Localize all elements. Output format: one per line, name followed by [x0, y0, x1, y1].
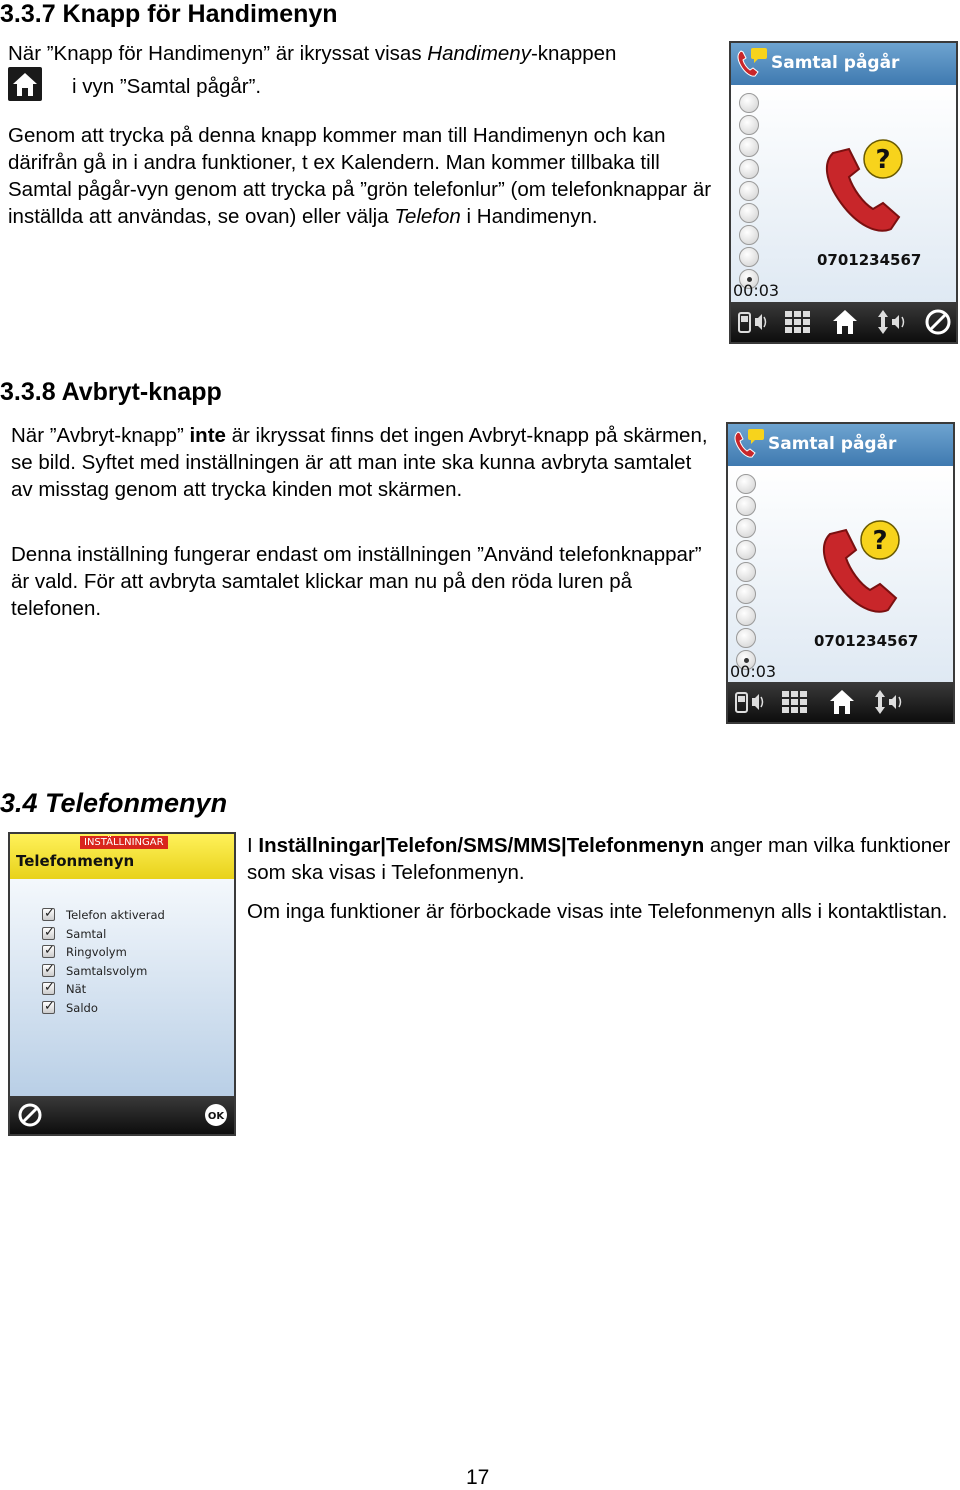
paragraph-avbryt-knapp — [11, 422, 711, 503]
checklist-label: Nät — [66, 982, 87, 997]
caller-number: 0701234567 — [817, 251, 922, 269]
volume-step[interactable] — [739, 203, 759, 223]
cancel-icon[interactable] — [924, 308, 952, 336]
unknown-caller-icon — [816, 518, 916, 618]
home-icon[interactable] — [828, 688, 856, 716]
paragraph-avbryt-note: Denna inställning fungerar endast om inställningen ”Använd telefonknappar” är vald. För att avbryta samtalet klickar man nu på den röda luren på telefonen. — [11, 543, 702, 620]
volume-step[interactable] — [736, 518, 756, 538]
call-screen-title: Samtal pågår — [771, 53, 900, 73]
text-run: När ”Avbryt-knapp” — [11, 424, 190, 447]
call-header — [731, 43, 956, 85]
text-run: i Handimenyn. — [460, 205, 598, 228]
settings-checklist — [42, 906, 165, 1018]
settings-toolbar — [10, 1096, 234, 1134]
checkbox[interactable] — [42, 945, 55, 958]
section-heading-3-3-8: 3.3.8 Avbryt-knapp — [0, 378, 222, 406]
home-icon[interactable] — [831, 308, 859, 336]
caller-number: 0701234567 — [814, 632, 919, 650]
volume-step[interactable] — [739, 93, 759, 113]
checklist-item[interactable] — [42, 999, 165, 1018]
paragraph-telefonmenyn-note: Om inga funktioner är förbockade visas inte Telefonmenyn alls i kontaktlistan. — [247, 900, 948, 923]
volume-step[interactable] — [739, 159, 759, 179]
paragraph-handimeny-details — [8, 122, 718, 230]
paragraph-telefonmenyn-intro — [247, 832, 952, 886]
text-run-italic: Handimeny — [427, 42, 531, 65]
checklist-item[interactable] — [42, 925, 165, 944]
ok-icon[interactable] — [202, 1101, 230, 1129]
section-heading-3-3-7: 3.3.7 Knapp för Handimenyn — [0, 0, 338, 28]
checkbox[interactable] — [42, 964, 55, 977]
text-run: Genom att trycka på denna knapp kommer man till Handimenyn och kan därifrån gå in i andra funktioner, t ex Kalendern. Man kommer tillbaka till Samtal pågår-vyn genom att trycka på ”grön telefonlur” (om telefonknappar är inställda att användas, se ovan) eller välja — [8, 124, 712, 228]
volume-step[interactable] — [739, 137, 759, 157]
checklist-label: Saldo — [66, 1000, 98, 1015]
svg-text:OK: OK — [207, 1111, 225, 1122]
call-header — [728, 424, 953, 466]
call-header-icon — [730, 426, 766, 462]
call-screen-title: Samtal pågår — [768, 434, 897, 454]
call-timer: 00:03 — [730, 662, 777, 681]
checklist-label: Telefon aktiverad — [66, 908, 165, 922]
volume-step[interactable] — [736, 540, 756, 560]
text-run-italic: Telefon — [394, 205, 461, 228]
volume-scale[interactable] — [736, 474, 756, 672]
settings-title: Telefonmenyn — [16, 852, 135, 870]
text-run: I — [247, 834, 259, 857]
checklist-item[interactable] — [42, 943, 165, 962]
call-header-icon — [733, 45, 769, 81]
call-body — [731, 85, 956, 302]
volume-step[interactable] — [736, 628, 756, 648]
volume-step[interactable] — [739, 247, 759, 267]
cancel-icon[interactable] — [16, 1101, 44, 1129]
checkbox[interactable] — [42, 1001, 55, 1014]
call-screen-without-cancel — [726, 422, 955, 724]
checkbox[interactable] — [42, 908, 55, 921]
settings-path: Inställningar|Telefon/SMS/MMS|Telefonmenyn — [258, 834, 705, 857]
svg-text:?: ? — [872, 526, 888, 556]
phone-speaker-icon[interactable] — [732, 688, 766, 716]
home-icon — [8, 67, 42, 101]
keypad-icon[interactable] — [783, 308, 813, 336]
keypad-icon[interactable] — [780, 688, 810, 716]
checklist-item[interactable] — [42, 980, 165, 999]
checklist-label: Samtalsvolym — [66, 963, 148, 978]
page-number: 17 — [466, 1466, 490, 1489]
text-run: -knappen — [530, 42, 617, 65]
volume-step[interactable] — [736, 606, 756, 626]
text-run: är ikryssat finns det ingen Avbryt-knapp på skärmen, se bild. Syftet med inställningen är att man inte ska kunna avbryta samtalet av misstag genom att trycka kinden mot skärmen. — [11, 424, 708, 501]
volume-updown-icon[interactable] — [875, 308, 911, 336]
volume-step[interactable] — [739, 225, 759, 245]
volume-scale[interactable] — [739, 93, 759, 291]
text-run-bold: inte — [189, 424, 226, 447]
volume-step[interactable] — [736, 474, 756, 494]
phone-speaker-icon[interactable] — [735, 308, 769, 336]
text-run: När ”Knapp för Handimenyn” är ikryssat visas — [8, 42, 428, 65]
settings-tag: INSTÄLLNINGAR — [80, 836, 168, 849]
settings-header — [10, 834, 234, 879]
checkbox[interactable] — [42, 982, 55, 995]
paragraph-handimeny-intro — [8, 40, 708, 101]
volume-step[interactable] — [736, 496, 756, 516]
volume-step[interactable] — [739, 115, 759, 135]
text-run: i vyn ”Samtal pågår”. — [72, 75, 262, 98]
checklist-item[interactable] — [42, 906, 165, 925]
section-heading-3-4: 3.4 Telefonmenyn — [0, 788, 228, 818]
checkbox[interactable] — [42, 927, 55, 940]
call-screen-with-cancel — [729, 41, 958, 344]
call-toolbar — [731, 302, 956, 342]
volume-step[interactable] — [736, 562, 756, 582]
svg-text:?: ? — [875, 145, 891, 175]
volume-updown-icon[interactable] — [872, 688, 908, 716]
call-body — [728, 466, 953, 682]
call-timer: 00:03 — [733, 281, 780, 300]
volume-step[interactable] — [736, 584, 756, 604]
unknown-caller-icon — [819, 137, 919, 237]
settings-screen — [8, 832, 236, 1136]
call-toolbar — [728, 682, 953, 722]
volume-step[interactable] — [739, 181, 759, 201]
checklist-label: Ringvolym — [66, 945, 127, 960]
checklist-item[interactable] — [42, 962, 165, 981]
text-run: anger man vilka funktioner som ska visas i Telefonmenyn. — [247, 834, 951, 884]
checklist-label: Samtal — [66, 926, 107, 941]
